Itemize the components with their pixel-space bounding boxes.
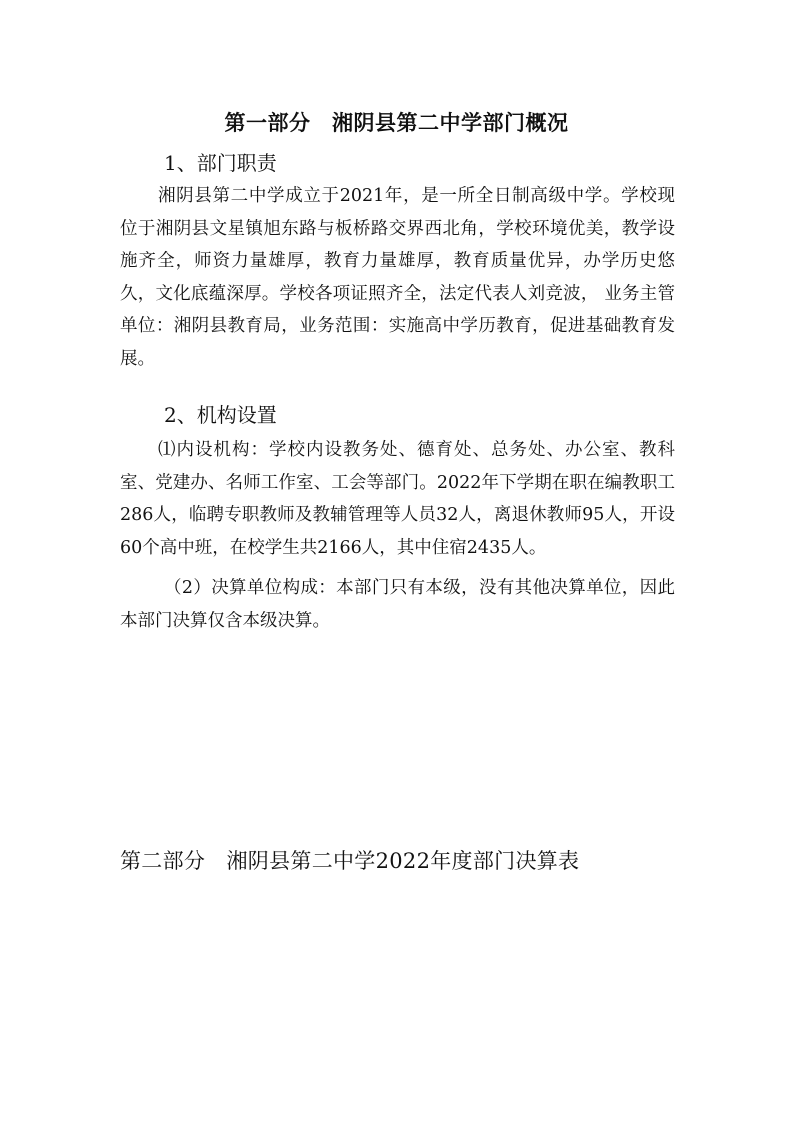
section1-heading: 1、部门职责 bbox=[164, 151, 277, 175]
section1-paragraph: 湘阴县第二中学成立于2021年，是一所全日制高级中学。学校现位于湘阴县文星镇旭东路与板桥路交界西北角，学校环境优美，教学设施齐全，师资力量雄厚，教育力量雄厚，教育质量优异，办学历史悠久，文化底蕴深厚。学校各项证照齐全，法定代表人刘竞波， 业务主管单位：湘阴县教育局，业务范围：实施高中学历教育，促进基础教育发展。 bbox=[120, 186, 675, 369]
section2-paragraph-budget-units: （2）决算单位构成：本部门只有本级，没有其他决算单位，因此本部门决算仅含本级决算。 bbox=[120, 578, 675, 631]
part1-title: 第一部分 湘阴县第二中学部门概况 bbox=[224, 111, 569, 135]
section2-paragraph-internal-departments: ⑴内设机构：学校内设教务处、德育处、总务处、办公室、教科室、党建办、名师工作室、工会等部门。2022年下学期在职在编教职工286人，临聘专职教师及教辅管理等人员32人，离退休教师95人，开设60个高中班，在校学生共2166人，其中住宿2435人。 bbox=[120, 440, 675, 558]
part2-title: 第二部分 湘阴县第二中学2022年度部门决算表 bbox=[120, 849, 580, 873]
section-organization-setup bbox=[120, 398, 675, 637]
section-department-duties bbox=[120, 146, 675, 375]
section2-heading: 2、机构设置 bbox=[164, 403, 277, 427]
